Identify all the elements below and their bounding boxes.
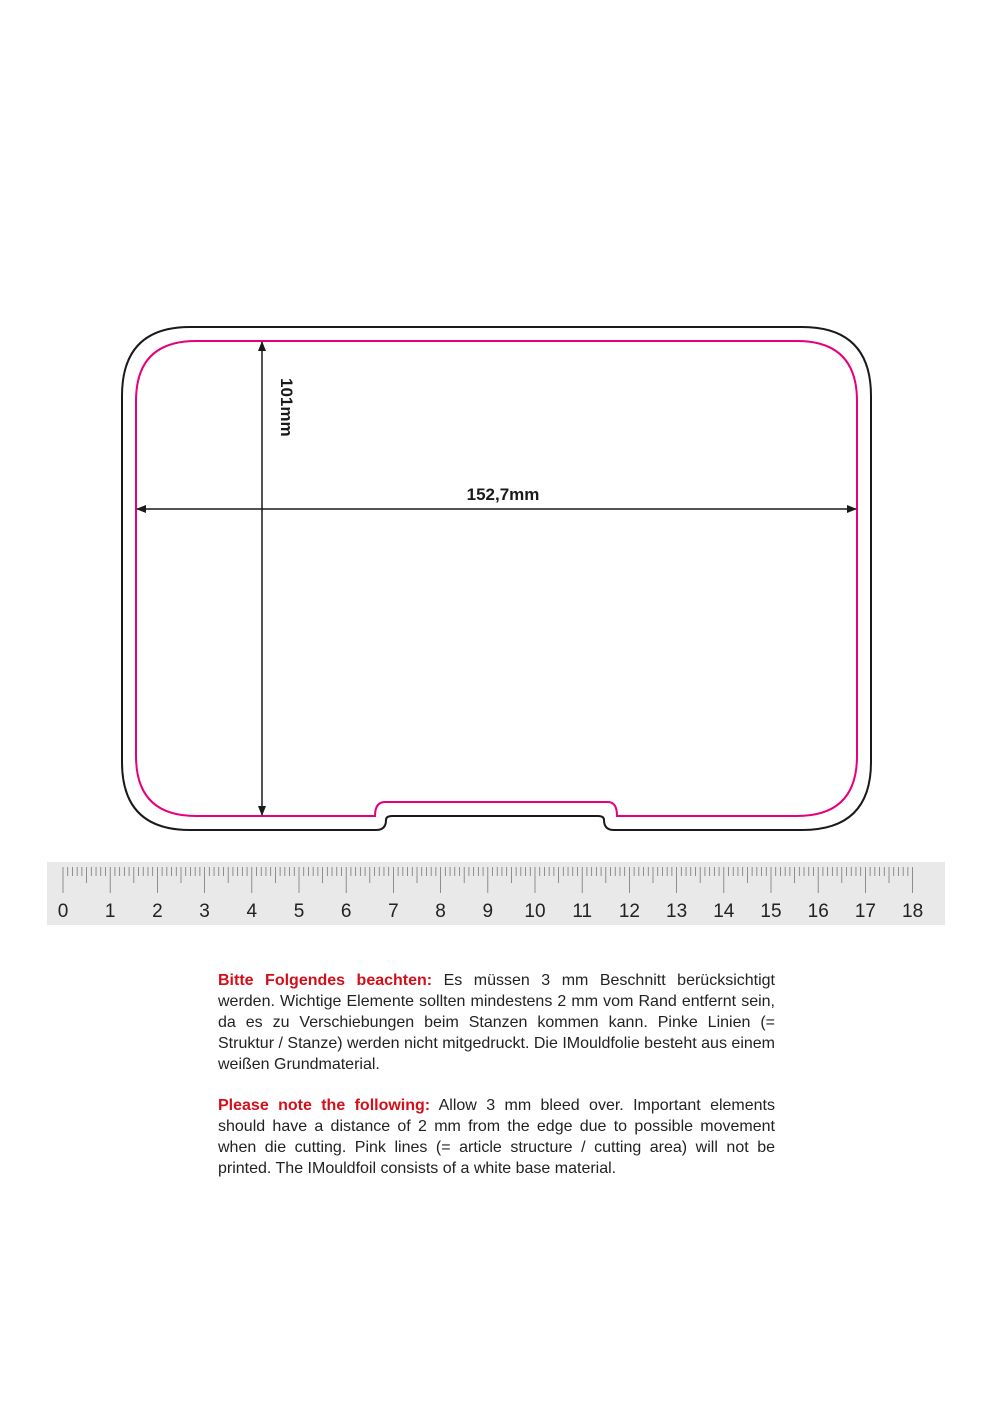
ruler-label: 16 (807, 901, 829, 922)
ruler-ticks (63, 867, 913, 893)
note-english (218, 1095, 775, 1179)
bleed-outline (122, 327, 871, 830)
ruler-label: 15 (760, 901, 782, 922)
ruler-label: 13 (666, 901, 688, 922)
width-dimension-label: 152,7mm (466, 485, 540, 504)
ruler-label: 17 (854, 901, 876, 922)
ruler-label: 14 (713, 901, 735, 922)
ruler-label: 6 (340, 901, 352, 922)
note-german-body: Es müssen 3 mm Beschnitt berücksichtigt werden. Wichtige Elemente sollten mindestens 2 mm vom Rand entfernt sein, da es zu Verschiebungen beim Stanzen kommen kann. Pinke Linien (= Struktur / Stanze) werden nicht mitgedruckt. Die IMouldfolie besteht aus einem weißen Grundmaterial. (218, 972, 775, 1073)
ruler-labels (58, 901, 923, 922)
ruler-label: 12 (618, 901, 640, 922)
ruler-label: 0 (57, 901, 69, 922)
ruler-label: 3 (199, 901, 210, 922)
ruler-label: 2 (152, 901, 163, 922)
print-notes (218, 970, 775, 1199)
ruler-label: 4 (246, 901, 258, 922)
ruler-label: 7 (388, 901, 399, 922)
ruler-label: 9 (482, 901, 494, 922)
ruler-scale (47, 862, 945, 925)
ruler-label: 5 (293, 901, 305, 922)
height-dimension-label: 101mm (277, 378, 296, 437)
ruler-label: 1 (104, 901, 116, 922)
ruler-label: 8 (435, 901, 446, 922)
note-german (218, 970, 775, 1075)
structure-cut-line (136, 341, 857, 816)
note-english-lead: Please note the following: (218, 1097, 431, 1114)
note-german-lead: Bitte Folgendes beachten: (218, 972, 433, 989)
note-english-body: Allow 3 mm bleed over. Important elements should have a distance of 2 mm from the edge due to possible movement when die cutting. Pink lines (= article structure / cutting area) will not be printed. The IMouldfoil consists of a white base material. (218, 1097, 775, 1177)
ruler-label: 10 (524, 901, 546, 922)
ruler-label: 18 (902, 901, 924, 922)
ruler-label: 11 (572, 901, 593, 922)
ruler (47, 862, 945, 925)
